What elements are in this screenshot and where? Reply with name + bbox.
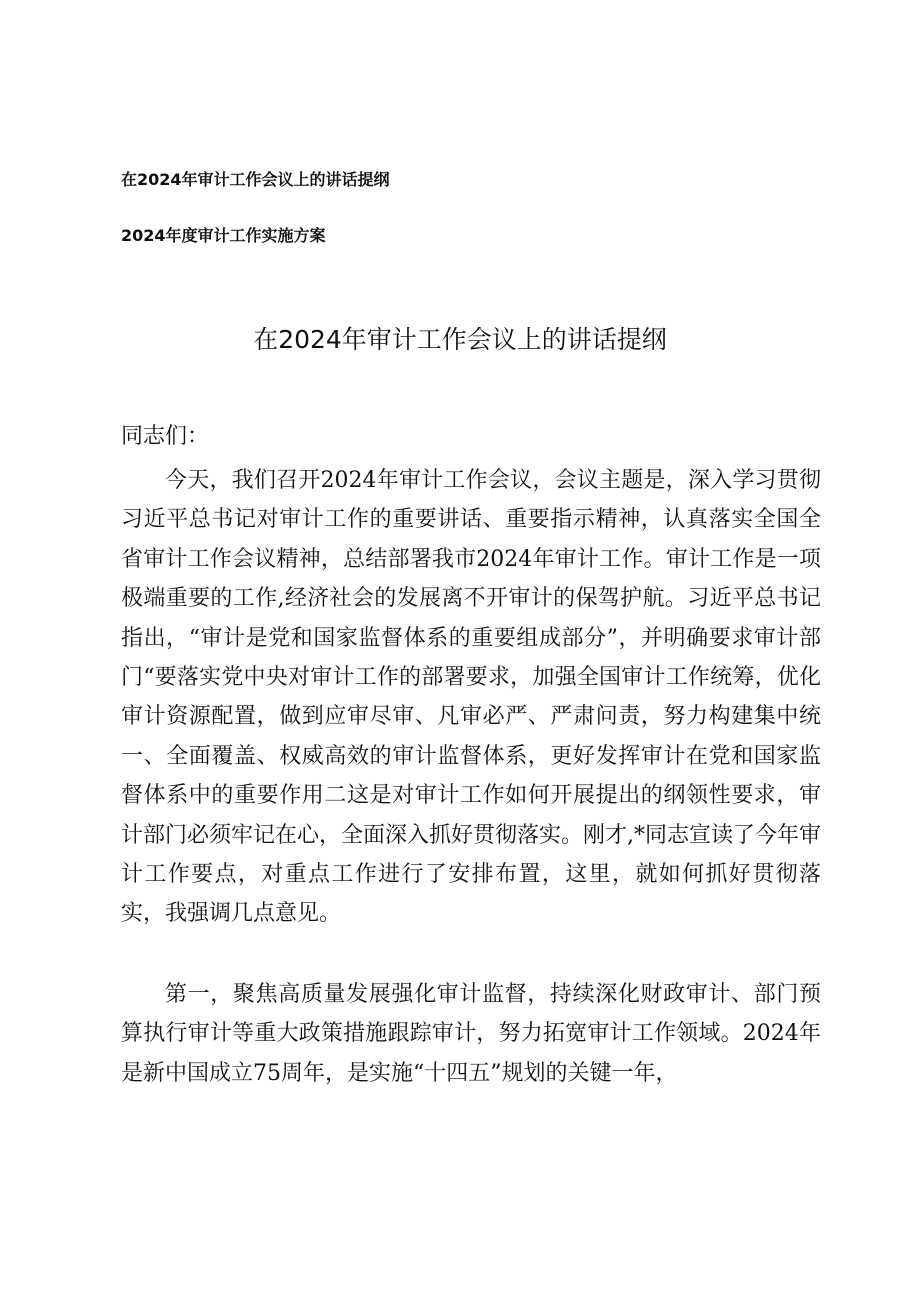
toc-item-implementation-plan: 2024年度审计工作实施方案 [121, 226, 326, 245]
paragraph-intro: 今天，我们召开2024年审计工作会议，会议主题是，深入学习贯彻习近平总书记对审计工作的重要讲话、重要指示精神，认真落实全国全省审计工作会议精神，总结部署我市2024年审计工作。审计工作是一项极端重要的工作,经济社会的发展离不开审计的保驾护航。习近平总书记指出，“审计是党和国家监督体系的重要组成部分”，并明确要求审计部门“要落实党中央对审计工作的部署要求，加强全国审计工作统筹，优化审计资源配置，做到应审尽审、凡审必严、严肃问责，努力构建集中统一、全面覆盖、权威高效的审计监督体系，更好发挥审计在党和国家监督体系中的重要作用二这是对审计工作如何开展提出的纲领性要求，审计部门必须牢记在心，全面深入抓好贯彻落实。刚才,*同志宣读了今年审计工作要点，对重点工作进行了安排布置，这里，就如何抓好贯彻落实，我强调几点意见。 [121, 468, 821, 927]
toc-item-speech-outline: 在2024年审计工作会议上的讲话提纲 [121, 170, 390, 189]
salutation: 同志们： [121, 424, 210, 449]
document-title: 在2024年审计工作会议上的讲话提纲 [253, 325, 667, 354]
paragraph-first-point: 第一，聚焦高质量发展强化审计监督，持续深化财政审计、部门预算执行审计等重大政策措施跟踪审计，努力拓宽审计工作领域。2024年是新中国成立75周年，是实施“十四五”规划的关键一年， [121, 982, 821, 1086]
